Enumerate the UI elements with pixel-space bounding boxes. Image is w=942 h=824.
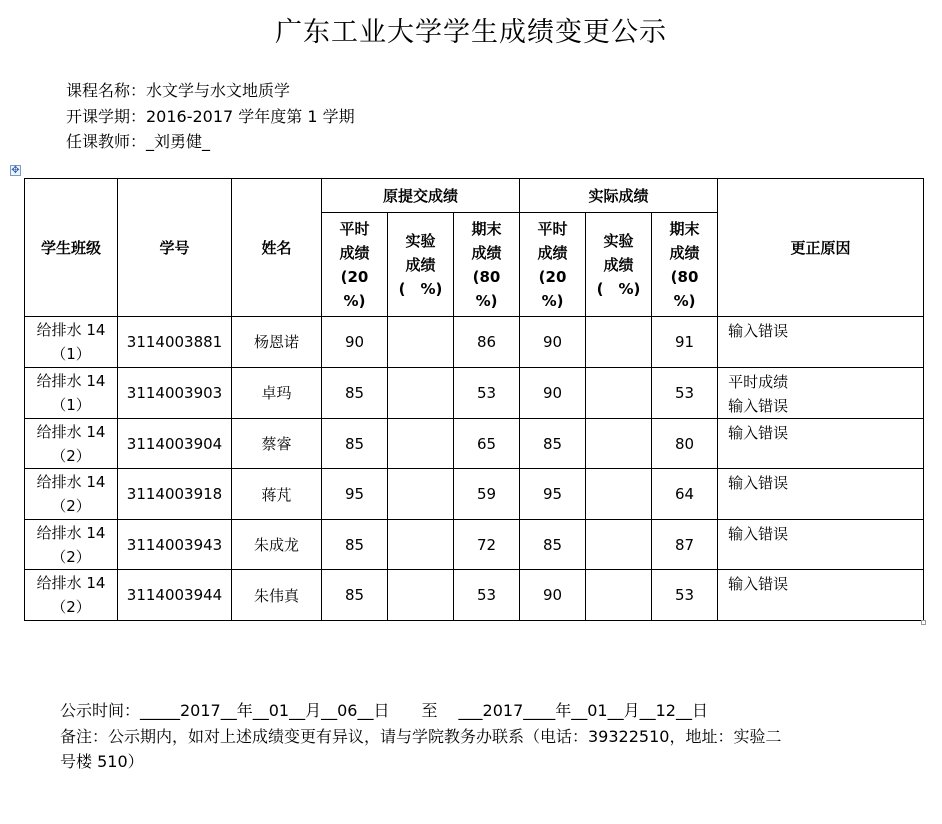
grade-change-table bbox=[24, 178, 924, 621]
header-line: (80 bbox=[472, 267, 501, 286]
student-id-cell: 3114003944 bbox=[118, 570, 232, 621]
act-regular-cell: 90 bbox=[520, 317, 586, 368]
class-line: 给排水 14 bbox=[36, 371, 106, 390]
class-line: （2） bbox=[51, 446, 91, 465]
header-act-final bbox=[652, 213, 718, 317]
header-name: 姓名 bbox=[232, 179, 322, 317]
header-actual-scores: 实际成绩 bbox=[520, 179, 718, 213]
reason-line: 输入错误 bbox=[728, 423, 789, 442]
reason-cell bbox=[718, 317, 924, 368]
class-cell bbox=[25, 570, 118, 621]
act-regular-cell: 85 bbox=[520, 418, 586, 469]
orig-final-cell: 72 bbox=[454, 519, 520, 570]
student-name-cell: 卓玛 bbox=[232, 367, 322, 418]
act-final-cell: 87 bbox=[652, 519, 718, 570]
act-regular-cell: 85 bbox=[520, 519, 586, 570]
header-orig-regular bbox=[322, 213, 388, 317]
table-row bbox=[25, 367, 924, 418]
act-final-cell: 64 bbox=[652, 469, 718, 520]
orig-final-cell: 86 bbox=[454, 317, 520, 368]
orig-regular-cell: 85 bbox=[322, 418, 388, 469]
publicity-period: 公示时间：_____2017__年__01__月__06__日 至 ___2017____年__01__月__12__日 bbox=[60, 701, 708, 720]
act-regular-cell: 95 bbox=[520, 469, 586, 520]
table-row bbox=[25, 469, 924, 520]
student-id-cell: 3114003904 bbox=[118, 418, 232, 469]
header-reason: 更正原因 bbox=[718, 179, 924, 317]
page-title: 广东工业大学学生成绩变更公示 bbox=[275, 17, 667, 48]
student-id-cell: 3114003903 bbox=[118, 367, 232, 418]
reason-line: 输入错误 bbox=[728, 575, 789, 594]
note-line-1: 备注：公示期内，如对上述成绩变更有异议，请与学院教务办联系（电话：39322510，地址：实验二 bbox=[60, 727, 782, 746]
header-line: 成绩 bbox=[339, 243, 370, 262]
class-line: 给排水 14 bbox=[36, 422, 106, 441]
class-cell bbox=[25, 469, 118, 520]
orig-final-cell: 53 bbox=[454, 367, 520, 418]
header-line: 实验 bbox=[405, 231, 436, 250]
table-row bbox=[25, 570, 924, 621]
act-final-cell: 91 bbox=[652, 317, 718, 368]
class-cell bbox=[25, 367, 118, 418]
reason-line: 输入错误 bbox=[728, 396, 789, 415]
orig-final-cell: 53 bbox=[454, 570, 520, 621]
reason-cell bbox=[718, 519, 924, 570]
act-lab-cell bbox=[586, 418, 652, 469]
class-line: （2） bbox=[51, 497, 91, 516]
header-line: 实验 bbox=[603, 231, 634, 250]
course-teacher-line: 任课教师：_刘勇健_ bbox=[66, 132, 211, 151]
act-final-cell: 53 bbox=[652, 367, 718, 418]
orig-regular-cell: 85 bbox=[322, 367, 388, 418]
header-line: 成绩 bbox=[537, 243, 568, 262]
header-line: ( %) bbox=[398, 279, 443, 298]
student-name-cell: 蔡睿 bbox=[232, 418, 322, 469]
header-orig-lab bbox=[388, 213, 454, 317]
header-line: %) bbox=[541, 291, 564, 310]
header-line: (20 bbox=[340, 267, 369, 286]
orig-final-cell: 65 bbox=[454, 418, 520, 469]
header-line: 期末 bbox=[471, 219, 502, 238]
header-line: 成绩 bbox=[405, 255, 436, 274]
header-line: %) bbox=[673, 291, 696, 310]
header-line: (80 bbox=[670, 267, 699, 286]
class-cell bbox=[25, 317, 118, 368]
student-name-cell: 朱成龙 bbox=[232, 519, 322, 570]
reason-line: 输入错误 bbox=[728, 524, 789, 543]
student-name-cell: 杨恩诺 bbox=[232, 317, 322, 368]
header-line: 成绩 bbox=[471, 243, 502, 262]
act-regular-cell: 90 bbox=[520, 570, 586, 621]
act-lab-cell bbox=[586, 570, 652, 621]
header-line: 平时 bbox=[339, 219, 370, 238]
table-move-handle-icon[interactable]: ✥ bbox=[11, 165, 20, 176]
class-line: （1） bbox=[51, 395, 91, 414]
course-term-line: 开课学期：2016-2017 学年度第 1 学期 bbox=[66, 107, 355, 126]
header-line: ( %) bbox=[596, 279, 641, 298]
header-student-id: 学号 bbox=[118, 179, 232, 317]
class-line: 给排水 14 bbox=[36, 574, 106, 593]
orig-lab-cell bbox=[388, 519, 454, 570]
orig-lab-cell bbox=[388, 367, 454, 418]
orig-final-cell: 59 bbox=[454, 469, 520, 520]
table-row bbox=[25, 418, 924, 469]
orig-lab-cell bbox=[388, 570, 454, 621]
table-row bbox=[25, 317, 924, 368]
reason-cell bbox=[718, 367, 924, 418]
orig-regular-cell: 90 bbox=[322, 317, 388, 368]
header-line: %) bbox=[475, 291, 498, 310]
header-act-regular bbox=[520, 213, 586, 317]
header-original-scores: 原提交成绩 bbox=[322, 179, 520, 213]
orig-regular-cell: 85 bbox=[322, 570, 388, 621]
student-id-cell: 3114003881 bbox=[118, 317, 232, 368]
orig-regular-cell: 95 bbox=[322, 469, 388, 520]
reason-cell bbox=[718, 570, 924, 621]
act-final-cell: 53 bbox=[652, 570, 718, 621]
header-line: %) bbox=[343, 291, 366, 310]
header-line: 成绩 bbox=[669, 243, 700, 262]
orig-lab-cell bbox=[388, 317, 454, 368]
header-act-lab bbox=[586, 213, 652, 317]
class-line: （2） bbox=[51, 598, 91, 617]
table-row bbox=[25, 519, 924, 570]
header-row-group bbox=[25, 179, 924, 213]
class-line: 给排水 14 bbox=[36, 523, 106, 542]
act-lab-cell bbox=[586, 367, 652, 418]
student-id-cell: 3114003918 bbox=[118, 469, 232, 520]
class-cell bbox=[25, 519, 118, 570]
act-final-cell: 80 bbox=[652, 418, 718, 469]
class-cell bbox=[25, 418, 118, 469]
reason-cell bbox=[718, 418, 924, 469]
orig-regular-cell: 85 bbox=[322, 519, 388, 570]
class-line: （1） bbox=[51, 344, 91, 363]
act-lab-cell bbox=[586, 519, 652, 570]
header-line: 平时 bbox=[537, 219, 568, 238]
header-line: 成绩 bbox=[603, 255, 634, 274]
student-name-cell: 朱伟真 bbox=[232, 570, 322, 621]
course-name-line: 课程名称：水文学与水文地质学 bbox=[66, 81, 291, 100]
reason-cell bbox=[718, 469, 924, 520]
act-lab-cell bbox=[586, 317, 652, 368]
reason-line: 输入错误 bbox=[728, 322, 789, 341]
header-orig-final bbox=[454, 213, 520, 317]
table-resize-handle[interactable] bbox=[921, 620, 926, 625]
note-line-2: 号楼 510） bbox=[60, 752, 144, 771]
class-line: 给排水 14 bbox=[36, 473, 106, 492]
header-line: 期末 bbox=[669, 219, 700, 238]
act-regular-cell: 90 bbox=[520, 367, 586, 418]
header-class: 学生班级 bbox=[25, 179, 118, 317]
student-id-cell: 3114003943 bbox=[118, 519, 232, 570]
act-lab-cell bbox=[586, 469, 652, 520]
reason-line: 平时成绩 bbox=[728, 372, 789, 391]
orig-lab-cell bbox=[388, 418, 454, 469]
header-line: (20 bbox=[538, 267, 567, 286]
class-line: （2） bbox=[51, 547, 91, 566]
reason-line: 输入错误 bbox=[728, 474, 789, 493]
orig-lab-cell bbox=[388, 469, 454, 520]
class-line: 给排水 14 bbox=[36, 320, 106, 339]
student-name-cell: 蒋芃 bbox=[232, 469, 322, 520]
